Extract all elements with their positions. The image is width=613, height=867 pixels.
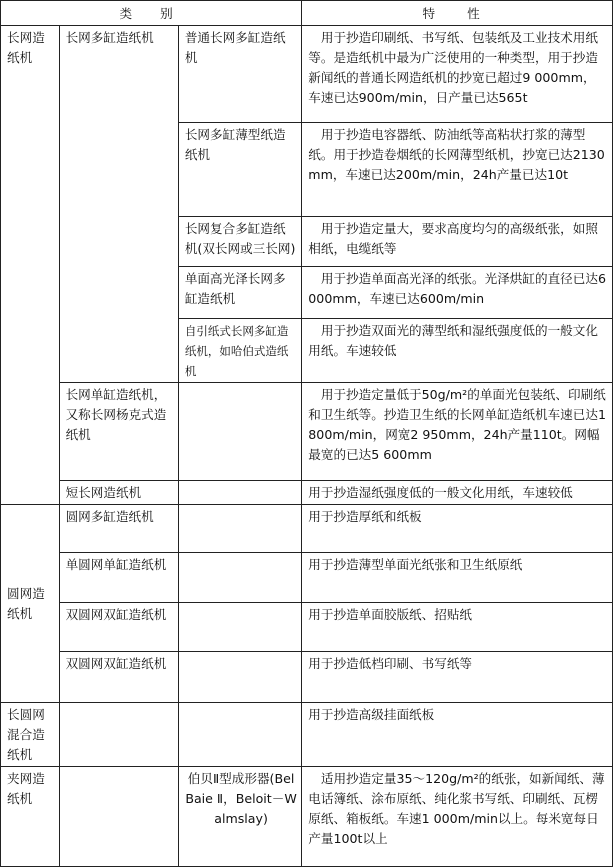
machine-model-cell: 长网复合多缸造纸机(双长网或三长网) xyxy=(178,217,301,267)
property-cell: 适用抄造定量35～120g/m²的纸张，如新闻纸、薄电话簿纸、涂布原纸、纯化浆书写纸、印刷纸、瓦楞原纸、箱板纸。车速1 000m/min以上。每米宽每日产量100t以上 xyxy=(302,767,613,867)
header-category: 类 别 xyxy=(1,1,302,26)
machine-model-cell xyxy=(178,553,301,603)
machine-model-cell xyxy=(178,703,301,767)
table-row xyxy=(1,26,613,123)
table-row xyxy=(1,481,613,505)
property-cell: 用于抄造双面光的薄型纸和湿纸强度低的一般文化用纸。车速较低 xyxy=(302,319,613,383)
property-cell: 用于抄造低档印刷、书写纸等 xyxy=(302,652,613,703)
machine-model-cell: 普通长网多缸造纸机 xyxy=(178,26,301,123)
machine-subtype-cell xyxy=(59,767,178,867)
machine-type-cell: 圆网造纸机 xyxy=(1,505,60,703)
table-row xyxy=(1,553,613,603)
machine-model-cell: 长网多缸薄型纸造纸机 xyxy=(178,123,301,217)
property-cell: 用于抄造薄型单面光纸张和卫生纸原纸 xyxy=(302,553,613,603)
header-row xyxy=(1,1,613,26)
machine-model-cell: 伯贝Ⅱ型成形器(Bel Baie Ⅱ，Beloit－Walmslay) xyxy=(178,767,301,867)
property-cell: 用于抄造湿纸强度低的一般文化用纸，车速较低 xyxy=(302,481,613,505)
table-row xyxy=(1,603,613,652)
machine-type-cell: 长圆网混合造纸机 xyxy=(1,703,60,767)
machine-model-cell: 自引纸式长网多缸造纸机，如哈伯式造纸机 xyxy=(178,319,301,383)
table-row xyxy=(1,652,613,703)
table-row xyxy=(1,505,613,553)
machine-model-cell xyxy=(178,383,301,481)
machine-subtype-cell: 双圆网双缸造纸机 xyxy=(59,652,178,703)
property-cell: 用于抄造定量低于50g/m²的单面光包装纸、印刷纸和卫生纸等。抄造卫生纸的长网单缸造纸机车速已达1 800m/min，网宽2 950mm，24h产量110t。网幅最宽的已达5 600mm xyxy=(302,383,613,481)
machine-type-cell: 夹网造纸机 xyxy=(1,767,60,867)
table-row xyxy=(1,767,613,867)
machine-model-cell xyxy=(178,652,301,703)
machine-subtype-cell: 圆网多缸造纸机 xyxy=(59,505,178,553)
property-cell: 用于抄造单面高光泽的纸张。光泽烘缸的直径已达6000mm，车速已达600m/min xyxy=(302,267,613,319)
machine-type-cell: 长网造纸机 xyxy=(1,26,60,505)
table-row xyxy=(1,383,613,481)
machine-subtype-cell: 长网多缸造纸机 xyxy=(59,26,178,383)
header-property: 特 性 xyxy=(302,1,613,26)
property-cell: 用于抄造高级挂面纸板 xyxy=(302,703,613,767)
machine-subtype-cell xyxy=(59,703,178,767)
property-cell: 用于抄造厚纸和纸板 xyxy=(302,505,613,553)
table-row xyxy=(1,703,613,767)
property-cell: 用于抄造定量大，要求高度均匀的高级纸张，如照相纸，电缆纸等 xyxy=(302,217,613,267)
machine-subtype-cell: 双圆网双缸造纸机 xyxy=(59,603,178,652)
property-cell: 用于抄造电容器纸、防油纸等高粘状打浆的薄型纸。用于抄造卷烟纸的长网薄型纸机，抄宽已达2130mm，车速已达200m/min，24h产量已达10t xyxy=(302,123,613,217)
property-cell: 用于抄造单面胶版纸、招贴纸 xyxy=(302,603,613,652)
machine-subtype-cell: 单圆网单缸造纸机 xyxy=(59,553,178,603)
machine-model-cell xyxy=(178,603,301,652)
machine-model-cell xyxy=(178,481,301,505)
machine-model-cell: 单面高光泽长网多缸造纸机 xyxy=(178,267,301,319)
machine-subtype-cell: 长网单缸造纸机，又称长网杨克式造纸机 xyxy=(59,383,178,481)
property-cell: 用于抄造印刷纸、书写纸、包装纸及工业技术用纸等。是造纸机中最为广泛使用的一种类型，用于抄造新闻纸的普通长网造纸机的抄宽已超过9 000mm，车速已达900m/min，日产量已达565t xyxy=(302,26,613,123)
machine-model-cell xyxy=(178,505,301,553)
machine-subtype-cell: 短长网造纸机 xyxy=(59,481,178,505)
